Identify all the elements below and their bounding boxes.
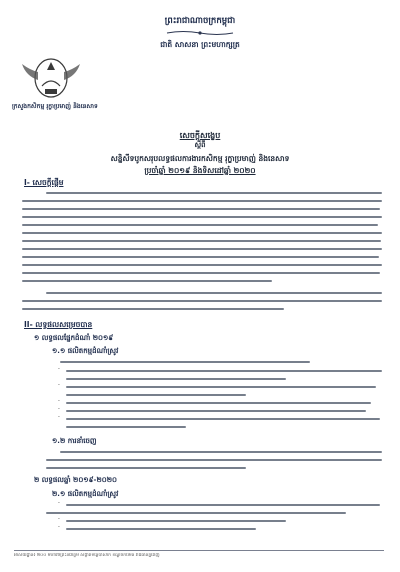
subsection-1-2: ១.២ ការនាំចេញ [52,437,97,445]
section-heading-1: I- សេចក្តីផ្តើម [24,178,64,187]
subsection-2-1: ១ លទ្ធផលផ្នែកដំណាំ ២០១៩ [34,334,114,342]
document-page: ព្រះរាជាណាចក្រកម្ពុជា ជាតិ សាសនា ព្រះមហាក្សត្រ ក្រសួងកសិកម្ម រុក្ខាប្រមាញ់ និងនេសាទ សេចក្តីសង្ខេប ស្តីពី សន្និសីទបូកសរុបលទ្ធផលការងារកសិកម្ម រុក្ខាប្រមាញ់ និងនេសាទ ប្រចាំឆ្នាំ ២០១៩ និងទិសដៅឆ្នាំ ២០២០ I- សេចក្តីផ្តើម II- លទ្ធផលសម្រេចបាន ១ លទ្ធផលផ្នែកដំណាំ ២០១៩ ១.១ ផលិតកម្មដំណាំស្រូវ - - - - - ១.២ ការនាំចេញ ២ លទ្ធផលឆ្នាំ ២០១៩-២០២០ ២.១ ផលិតកម្មដំណាំស្រូវ - - - អាសយដ្ឋាន៖ ២០០ មហាវិថីព្រះនរោត្តម សង្កាត់ទន្លេបាសាក់ ខណ្ឌចំការមន រាជធានីភ្នំពេញ [0,0,400,572]
subsection-1-1: ១.១ ផលិតកម្មដំណាំស្រូវ [52,347,119,355]
footer-text: អាសយដ្ឋាន៖ ២០០ មហាវិថីព្រះនរោត្តម សង្កាត់ទន្លេបាសាក់ ខណ្ឌចំការមន រាជធានីភ្នំពេញ [14,553,160,558]
ministry-emblem-icon [18,56,84,100]
document-subject: ស្តីពី [194,141,206,149]
ministry-name: ក្រសួងកសិកម្ម រុក្ខាប្រមាញ់ និងនេសាទ [12,103,98,110]
subsection-2-2: ២ លទ្ធផលឆ្នាំ ២០១៩-២០២០ [34,476,117,484]
section-heading-2: II- លទ្ធផលសម្រេចបាន [24,320,93,329]
document-title: សេចក្តីសង្ខេប [179,131,221,140]
headline-line-1: សន្និសីទបូកសរុបលទ្ធផលការងារកសិកម្ម រុក្ខាប្រមាញ់ និងនេសាទ [110,154,290,163]
headline-line-2: ប្រចាំឆ្នាំ ២០១៩ និងទិសដៅឆ្នាំ ២០២០ [144,166,256,175]
kingdom-heading: ព្រះរាជាណាចក្រកម្ពុជា [164,16,236,26]
subsection-2-1-detail: ២.១ ផលិតកម្មដំណាំស្រូវ [52,490,119,498]
footer-divider [14,550,384,551]
ornament-divider [165,30,235,36]
national-motto: ជាតិ សាសនា ព្រះមហាក្សត្រ [160,40,240,49]
